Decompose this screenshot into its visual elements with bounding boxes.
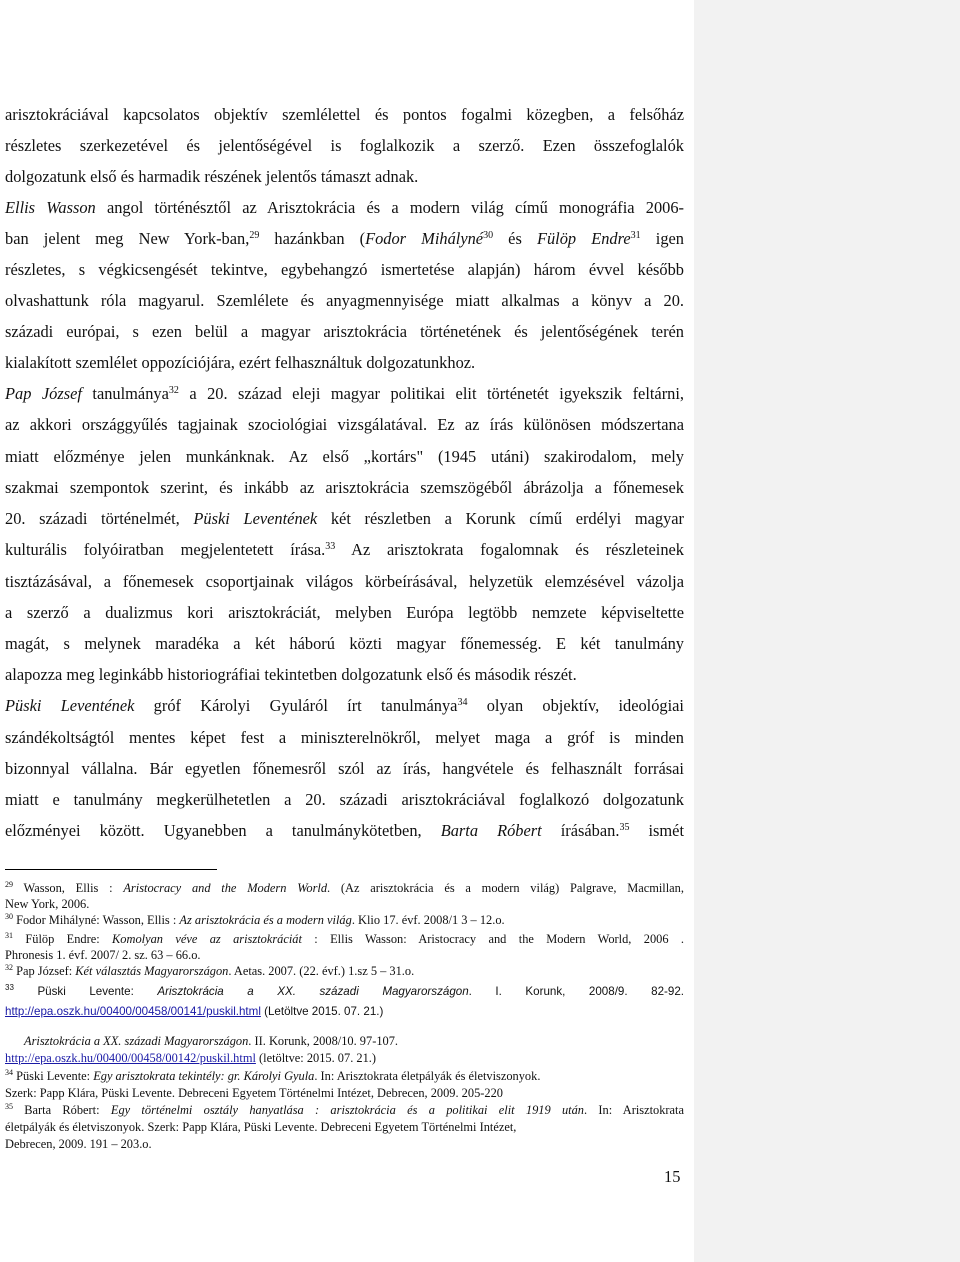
body-line: szándékoltságtól mentes képet fest a miniszterelnökről, melyet maga a gróf is minden <box>5 728 684 747</box>
body-line: a szerző a dualizmus kori arisztokráciát, melyben Európa legtöbb nemzete képviseltette <box>5 603 684 622</box>
author-name: Fodor Mihályné <box>365 229 484 248</box>
footnote-30: $^{30}$ Fodor Mihályné: Wasson, Ellis : Az arisztokrácia és a modern világ. Klio 17. évf. 2008/1 3 – 12.o. <box>5 912 505 927</box>
footnote-29: $^{29}$ Wasson, Ellis : Aristocracy and the Modern World. (Az arisztokrácia és a modern világ) Palgrave, Macmillan, <box>5 880 684 895</box>
body-line: századi európai, s ezen belül a magyar arisztokrácia történetének és jelentőségének terén <box>5 322 684 341</box>
body-line: tisztázásával, a főnemesek csoportjainak világos körbeírásával, helyzetük elemzésével vázolja <box>5 572 684 591</box>
body-line: 20. századi történelmét, Püski Leventének két részletben a Korunk című erdélyi magyar <box>5 509 685 528</box>
footnote-ref[interactable]: 35 <box>619 822 630 833</box>
footnote-ref[interactable]: 29 <box>249 230 260 241</box>
body-line: arisztokráciával kapcsolatos objektív szemlélettel és pontos fogalmi közegben, a felsőház <box>5 105 684 124</box>
footnote-ref[interactable]: 33 <box>325 541 336 552</box>
footnote-ref[interactable]: 34 <box>457 697 468 708</box>
footnote-33-link-line: http://epa.oszk.hu/00400/00458/00141/puskil.html (Letöltve 2015. 07. 21.) <box>5 1005 384 1018</box>
body-line: kialakított szemlélet oppozíciójára, ezért felhasználtuk dolgozatunkhoz. <box>5 353 476 372</box>
body-line: miatt e tanulmány megkerülhetetlen a 20. századi arisztokráciával foglalkozó dolgozatunk <box>5 790 684 809</box>
body-line: miatt előzménye jelen munkánknak. Az első „kortárs" (1945 utáni) szakirodalom, mely <box>5 447 684 466</box>
footnote-33-part2: Arisztokrácia a XX. századi Magyarországon. II. Korunk, 2008/10. 97-107. <box>24 1034 399 1048</box>
footnote-separator <box>5 869 217 870</box>
body-line: alapozza meg leginkább historiográfiai tekintetben dolgozatunk első és második részét. <box>5 665 577 684</box>
footnote-ref[interactable]: 30 <box>483 230 494 241</box>
footnote-35: $^{35}$ Barta Róbert: Egy történelmi osztály hanyatlása : arisztokrácia és a politikai elit 1919 után. In: Arisztokrata <box>5 1102 684 1117</box>
author-name: Ellis Wasson <box>5 198 96 217</box>
footnote-31-cont: Phronesis 1. évf. 2007/ 2. sz. 63 – 66.o. <box>5 948 201 962</box>
footnote-33-part2-link[interactable]: http://epa.oszk.hu/00400/00458/00142/puskil.html <box>5 1051 256 1065</box>
author-name: Fülöp Endre <box>536 229 631 248</box>
body-line: Pap József tanulmánya$^{32}$ a 20. század eleji magyar politikai elit történetét igyekszik feltárni, <box>5 384 685 403</box>
footnote-ref[interactable]: 32 <box>168 385 179 396</box>
body-line: dolgozatunk első és harmadik részének jelentős támaszt adnak. <box>5 167 419 186</box>
body-line: előzményei között. Ugyanebben a tanulmánykötetben, Barta Róbert írásában.$^{35}$ ismét <box>5 821 685 840</box>
comment-margin-pane <box>694 0 960 1262</box>
author-name: Barta Róbert <box>440 821 542 840</box>
footnote-ref[interactable]: 31 <box>630 230 641 241</box>
body-line: az akkori országgyűlés tagjainak szociológiai vizsgálatával. Ez az írás különösen módszertana <box>5 415 684 434</box>
body-line: olvashattunk róla magyarul. Szemlélete és anyagmennyisége miatt alkalmas a könyv a 20. <box>5 291 684 310</box>
body-line: Ellis Wasson angol történésztől az Arisztokrácia és a modern világ című monográfia 2006- <box>5 198 684 217</box>
body-line: szakmai szempontok szerint, és inkább az arisztokrácia szemszögéből ábrázolja a főnemesek <box>5 478 684 497</box>
footnote-33-link[interactable]: http://epa.oszk.hu/00400/00458/00141/puskil.html <box>5 1005 261 1018</box>
footnote-33-part2-link-line: http://epa.oszk.hu/00400/00458/00142/puskil.html (letöltve: 2015. 07. 21.) <box>5 1051 377 1065</box>
footnote-34: $^{34}$ Püski Levente: Egy arisztokrata tekintély: gr. Károlyi Gyula. In: Arisztokrata életpályák és életviszonyok. <box>5 1068 541 1083</box>
footnote-34-cont: Szerk: Papp Klára, Püski Levente. Debreceni Egyetem Történelmi Intézet, Debrecen, 2009. 205-220 <box>5 1086 503 1100</box>
footnote-35-cont2: Debrecen, 2009. 191 – 203.o. <box>5 1137 152 1151</box>
footnote-29-cont: New York, 2006. <box>5 897 90 911</box>
author-name: Püski Leventének <box>5 696 135 715</box>
footnote-31: $^{31}$ Fülöp Endre: Komolyan véve az arisztokráciát : Ellis Wasson: Aristocracy and the Modern World, 2006 . <box>5 931 684 946</box>
page-number: 15 <box>664 1167 681 1186</box>
body-line: részletes, s végkicsengését tekintve, egybehangzó ismertetése alapján) három évvel később <box>5 260 684 279</box>
body-line: ban jelent meg New York-ban,$^{29}$ hazánkban (Fodor Mihályné$^{30}$ és Fülöp Endre$^{31}$ igen <box>5 229 684 248</box>
body-line: bizonnyal vállalna. Bár egyetlen főnemesről szól az írás, hangvétele és felhasznált forrásai <box>5 759 684 778</box>
author-name: Püski Leventének <box>193 509 318 528</box>
footnote-35-cont: életpályák és életviszonyok. Szerk: Papp Klára, Püski Levente. Debreceni Egyetem Történelmi Intézet, <box>5 1120 517 1134</box>
footnote-33: $^{33}$ Püski Levente: Arisztokrácia a XX. századi Magyarországon. I. Korunk, 2008/9. 82-92. <box>5 983 684 998</box>
author-name: Pap József <box>5 384 82 403</box>
body-line: Püski Leventének gróf Károlyi Gyuláról írt tanulmánya$^{34}$ olyan objektív, ideológiai <box>5 696 684 715</box>
body-line: részletes szerkezetével és jelentőségével is foglalkozik a szerző. Ezen összefoglalók <box>5 136 684 155</box>
footnote-32: $^{32}$ Pap József: Két választás Magyarországon. Aetas. 2007. (22. évf.) 1.sz 5 – 31.o. <box>5 963 415 978</box>
body-line: kulturális folyóiratban megjelentetett írása.$^{33}$ Az arisztokrata fogalomnak és részleteinek <box>5 540 684 559</box>
body-line: magát, s melynek maradéka a két háború közti magyar főnemesség. E két tanulmány <box>5 634 684 653</box>
